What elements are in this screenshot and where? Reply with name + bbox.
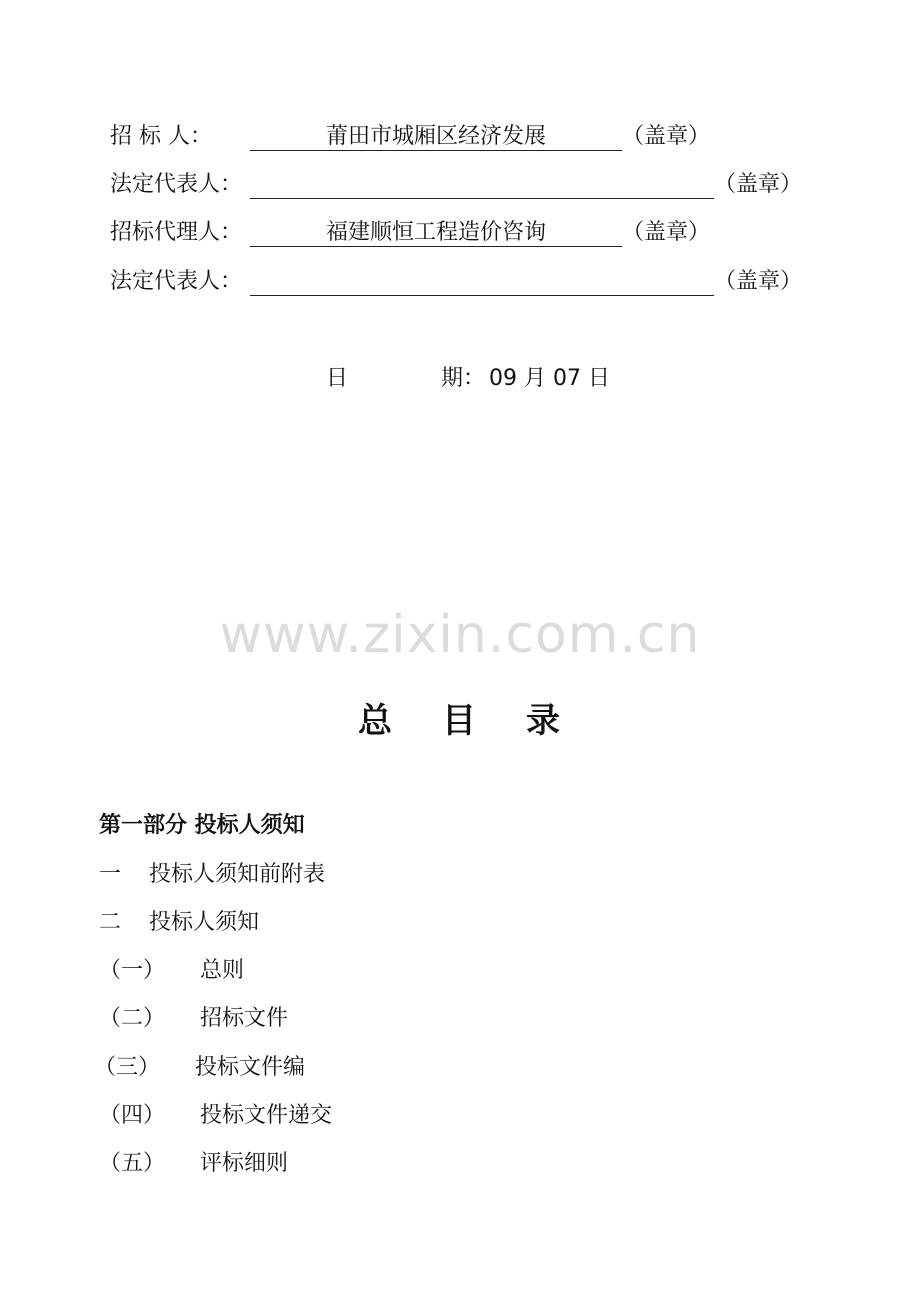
toc-item [99, 860, 499, 890]
toc-item-text: 投标文件递交 [200, 1103, 333, 1128]
toc-item-number: （四） [99, 1103, 166, 1128]
toc-item-text: 招标文件 [200, 1006, 289, 1031]
toc-item [99, 956, 499, 986]
toc-item [99, 908, 499, 938]
agent-name-field: 福建顺恒工程造价咨询 [250, 218, 622, 247]
toc-item [94, 1053, 494, 1083]
toc-item-number: （二） [99, 1006, 166, 1031]
legal-rep-signature-field [250, 267, 714, 296]
toc-item-text: 评标细则 [200, 1151, 289, 1176]
toc-item-number: （一） [99, 958, 166, 983]
watermark: www.zixin.com.cn [219, 605, 701, 665]
tenderer-seal-note: （盖章） [622, 124, 711, 149]
toc-item-text: 投标人须知前附表 [149, 862, 326, 887]
legal-rep-seal-note: （盖章） [714, 269, 803, 294]
toc-item [99, 1149, 499, 1179]
tenderer-label: 招 标 人： [110, 124, 212, 149]
signature-row-tenderer [110, 122, 830, 152]
signature-row-agent [110, 218, 830, 248]
toc-item [99, 1101, 499, 1131]
toc-item [99, 1004, 499, 1034]
legal-rep-label: 法定代表人： [110, 172, 243, 197]
toc-item-text: 总则 [200, 958, 245, 983]
date-value: 09 月 07 日 [489, 366, 610, 391]
signature-row-legal-rep-2 [110, 267, 830, 297]
toc-title: 总目录 [358, 701, 610, 741]
toc-part-heading: 第一部分 投标人须知 [99, 813, 305, 838]
toc-item-number: 一 [99, 862, 122, 887]
legal-rep-seal-note: （盖章） [714, 172, 803, 197]
toc-item-number: （三） [94, 1055, 161, 1080]
toc-item-number: 二 [99, 910, 122, 935]
toc-item-text: 投标人须知 [149, 910, 260, 935]
date-label-period: 期： [441, 366, 486, 391]
date-label-day: 日 [326, 366, 349, 391]
tenderer-name-field: 莆田市城厢区经济发展 [250, 122, 622, 151]
agent-seal-note: （盖章） [622, 220, 711, 245]
toc-item-number: （五） [99, 1151, 166, 1176]
legal-rep-label: 法定代表人： [110, 269, 243, 294]
signature-row-legal-rep-1 [110, 170, 830, 200]
toc-item-text: 投标文件编 [195, 1055, 306, 1080]
agent-label: 招标代理人： [110, 220, 243, 245]
legal-rep-signature-field [250, 170, 714, 199]
